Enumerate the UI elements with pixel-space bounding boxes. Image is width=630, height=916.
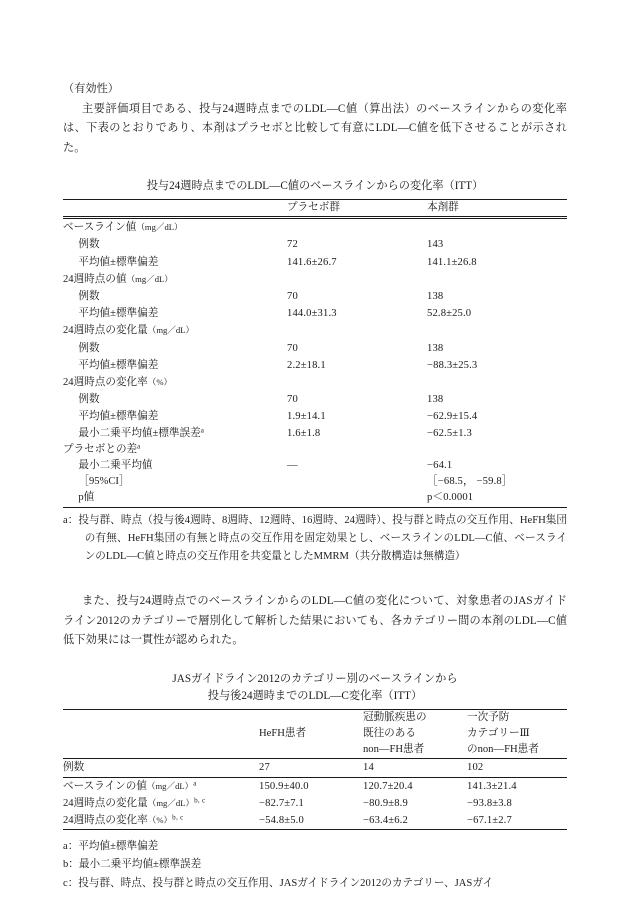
footnote-marker: b： (63, 859, 79, 871)
row-value-drug: −88.3±25.3 (427, 359, 478, 371)
row-value-drug: 138 (427, 342, 444, 354)
table1-body (63, 218, 567, 507)
row-value-drug (427, 322, 567, 339)
row-value-placebo (287, 490, 427, 507)
row-label: プラセボとの差 (63, 443, 138, 455)
table2-caption-line1: JASガイドライン2012のカテゴリー別のベースラインから (172, 672, 458, 685)
row-value-placebo (287, 218, 427, 237)
row-value-placebo (287, 374, 427, 391)
row-value-placebo: 2.2±18.1 (287, 359, 326, 371)
table1-header-row (63, 200, 567, 218)
table2-caption-line2: 投与後24週時までのLDL―C変化率（ITT） (207, 689, 423, 702)
footnote-marker: b, c (194, 796, 206, 805)
row-value-hefh: 27 (259, 762, 270, 774)
table2-block (63, 671, 567, 893)
table-row (63, 288, 567, 305)
footnote-marker: c： (63, 877, 79, 889)
table2-footnote-c (63, 875, 567, 893)
table2-header-row (63, 709, 567, 759)
row-value-placebo: 70 (287, 342, 298, 354)
table-row (63, 218, 567, 237)
footnote-text: 投与群、時点（投与後4週時、8週時、12週時、16週時、24週時）、投与群と時点の交互作用、HeFH集団の有無、HeFH集団の有無と時点の交互作用を固定効果とし、ベースラインのLDL―C値、ベースラインのLDL―C値と時点の交互作用を共変量としたMMRM（共分散構造は無構造） (78, 514, 568, 563)
footnote-text: 平均値±標準偏差 (78, 841, 159, 853)
row-value-primary: −67.1±2.7 (467, 814, 512, 826)
table-row (63, 458, 567, 474)
table2-col-1: HeFH患者 (259, 727, 307, 739)
row-label: ［95%CI］ (78, 476, 130, 488)
row-value-drug: 138 (427, 291, 444, 303)
row-label: 24週時点の変化率 (63, 814, 148, 826)
row-label: 24週時点の値 (63, 273, 127, 285)
footnote-text: 投与群、時点、投与群と時点の交互作用、JASガイドライン2012のカテゴリー、JASガイ (78, 877, 494, 889)
table-row (63, 490, 567, 507)
table1-head (63, 200, 567, 218)
table-row (63, 759, 567, 777)
row-value-placebo: 1.6±1.8 (287, 427, 321, 439)
table-row (63, 474, 567, 490)
table2-col-3: 一次予防 カテゴリーⅢ のnon―FH患者 (467, 711, 539, 756)
row-value-cad: 14 (363, 762, 374, 774)
table-row (63, 408, 567, 425)
row-label: ベースラインの値 (63, 780, 147, 792)
row-value-placebo: 141.6±26.7 (287, 256, 337, 268)
table-row (63, 795, 567, 812)
row-label: 平均値±標準偏差 (78, 359, 159, 371)
middle-paragraph: また、投与24週時点でのベースラインからのLDL―C値の変化について、対象患者のJASガイドライン2012のカテゴリーで層別化して解析した結果においても、各カテゴリー間の本剤のLDL―C値低下効果には一貫性が認められた。 (63, 595, 567, 647)
row-unit: （mg／dL） (126, 273, 173, 284)
row-label: 24週時点の変化率 (63, 377, 148, 389)
row-label: 例数 (78, 394, 100, 406)
footnote-marker: b, c (172, 813, 184, 822)
row-value-drug: −62.9±15.4 (427, 411, 478, 423)
table-row (63, 777, 567, 795)
table2-footnote-b (63, 856, 567, 874)
row-unit: （mg／dL） (147, 797, 195, 808)
intro-paragraph: 主要評価項目である、投与24週時点までのLDL―C値（算出法）のベースラインからの変化率は、下表のとおりであり、本剤はプラセボと比較して有意にLDL―C値を低下させることが示された。 (63, 102, 567, 154)
row-value-drug: 52.8±25.0 (427, 308, 472, 320)
row-value-placebo (287, 442, 427, 458)
table1-caption: 投与24週時点までのLDL―C値のベースラインからの変化率（ITT） (146, 180, 484, 192)
table2-footnote-a (63, 838, 567, 856)
row-label: ベースライン値 (63, 222, 137, 234)
row-value-placebo (287, 322, 427, 339)
row-value-placebo: 72 (287, 239, 298, 251)
table-row (63, 374, 567, 391)
row-value-primary: 141.3±21.4 (467, 780, 517, 792)
table-row (63, 391, 567, 408)
row-value-primary: 102 (467, 762, 484, 774)
row-value-drug: 138 (427, 394, 444, 406)
row-value-placebo (287, 271, 427, 288)
row-value-drug: −62.5±1.3 (427, 427, 472, 439)
row-value-drug (427, 218, 567, 237)
row-label: 例数 (78, 342, 100, 354)
row-label: 例数 (63, 762, 85, 774)
row-value-hefh: −82.7±7.1 (259, 797, 304, 809)
row-label: 平均値±標準偏差 (78, 308, 159, 320)
row-value-placebo: 70 (287, 291, 298, 303)
row-label: p値 (78, 492, 95, 504)
row-value-placebo: 70 (287, 394, 298, 406)
row-value-drug (427, 442, 567, 458)
footnote-marker: a (200, 425, 205, 434)
table-row (63, 305, 567, 322)
row-value-placebo (287, 474, 427, 490)
row-value-drug: ［−68.5， −59.8］ (427, 476, 513, 488)
row-value-placebo: 1.9±14.1 (287, 411, 326, 423)
row-unit: （mg／dL） (147, 325, 195, 336)
row-unit: （%） (147, 814, 173, 825)
row-unit: （mg／dL） (146, 780, 194, 791)
row-value-drug (427, 374, 567, 391)
row-value-placebo: 144.0±31.3 (287, 308, 337, 320)
table-row (63, 426, 567, 442)
footnote-marker: a (137, 442, 141, 451)
table-row (63, 442, 567, 458)
row-value-cad: −63.4±6.2 (363, 814, 408, 826)
table-row (63, 271, 567, 288)
table-row (63, 340, 567, 357)
row-label: 24週時点の変化量 (63, 797, 148, 809)
footnote-marker: a： (63, 841, 79, 853)
table2-body (63, 759, 567, 830)
table-row (63, 236, 567, 253)
table1-col-1: プラセボ群 (287, 202, 340, 213)
row-label: 平均値±標準偏差 (78, 411, 159, 423)
row-label: 最小二乗平均値±標準誤差 (78, 427, 201, 439)
table2 (63, 709, 567, 830)
row-value-primary: −93.8±3.8 (467, 797, 512, 809)
table1-col-0 (63, 200, 287, 218)
table2-col-2: 冠動脈疾患の 既往のある non―FH患者 (363, 711, 427, 756)
page-content (63, 80, 567, 893)
table-row (63, 322, 567, 339)
footnote-text: 最小二乗平均値±標準誤差 (78, 859, 202, 871)
row-value-drug: 143 (427, 239, 444, 251)
row-value-drug: −64.1 (427, 460, 453, 472)
table1-block (63, 178, 567, 566)
row-value-hefh: 150.9±40.0 (259, 780, 309, 792)
row-unit: （mg／dL） (136, 222, 183, 233)
row-value-cad: 120.7±20.4 (363, 780, 413, 792)
row-value-placebo: ― (287, 460, 298, 472)
footnote-marker: a (193, 778, 197, 787)
row-label: 最小二乗平均値 (78, 460, 153, 472)
row-label: 例数 (78, 291, 100, 303)
row-unit: （%） (147, 377, 173, 388)
row-value-drug: p＜0.0001 (427, 492, 474, 504)
table2-head (63, 709, 567, 759)
table-row (63, 254, 567, 271)
table-row (63, 812, 567, 830)
row-value-cad: −80.9±8.9 (363, 797, 408, 809)
row-value-hefh: −54.8±5.0 (259, 814, 304, 826)
table1 (63, 199, 567, 508)
table1-col-2: 本剤群 (427, 202, 459, 213)
table2-col-0 (63, 709, 259, 759)
section-label: （有効性） (63, 83, 119, 95)
row-label: 平均値±標準偏差 (78, 256, 159, 268)
row-label: 24週時点の変化量 (63, 325, 148, 337)
row-label: 例数 (78, 239, 100, 251)
footnote-marker: a： (63, 514, 79, 526)
table1-footnote-a (63, 512, 567, 567)
table-row (63, 357, 567, 374)
row-value-drug: 141.1±26.8 (427, 256, 477, 268)
row-value-drug (427, 271, 567, 288)
